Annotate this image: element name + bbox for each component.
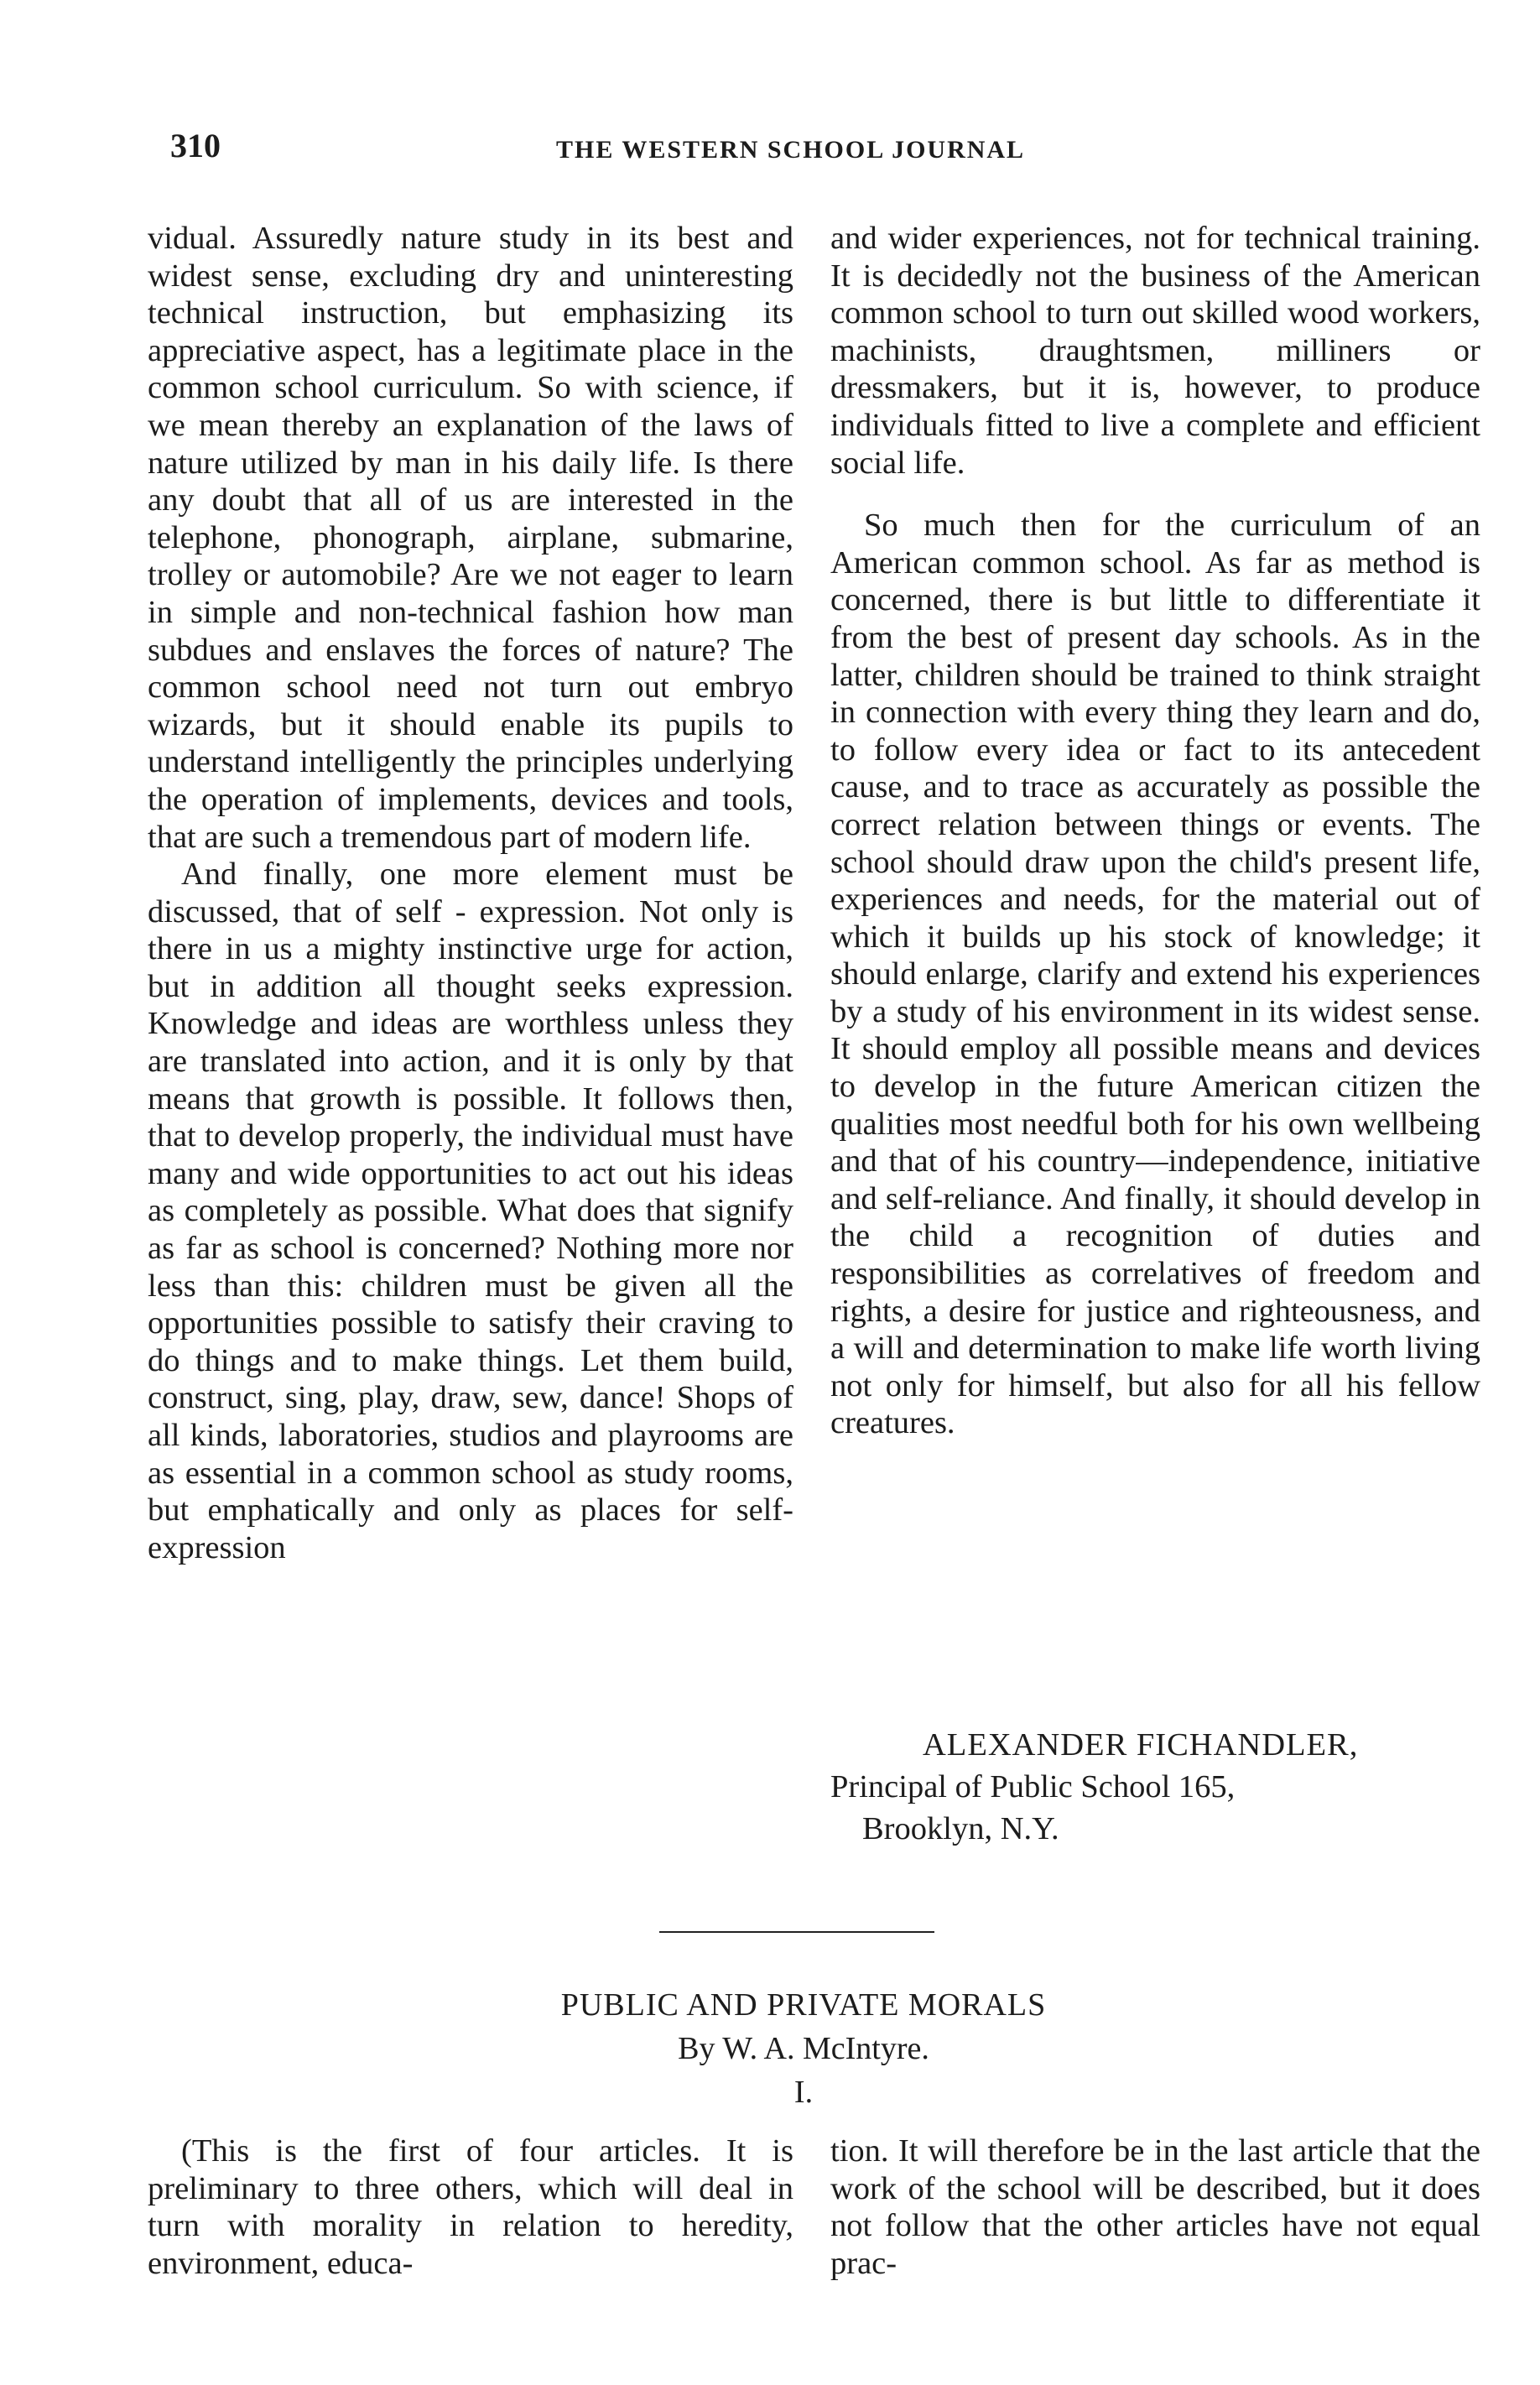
author-title: Principal of Public School 165,: [830, 1769, 1236, 1804]
right-column-top: [830, 220, 1480, 1442]
author-name: ALEXANDER FICHANDLER,: [923, 1727, 1359, 1763]
paragraph: and wider experiences, not for technical training. It is decidedly not the business of the American common school to turn out skilled wood workers, machinists, draughtsmen, milliners or dressmakers, but it is, however, to produce individuals fitted to live a complete and efficient social life.: [830, 221, 1480, 481]
article-part-number: I.: [793, 2075, 814, 2110]
paragraph: And finally, one more element must be discussed, that of self - expression. Not only is there in us a mighty instinctive urge for action, but in addition all thought seeks expression. Knowledge and ideas are worthless unless they are translated into action, and it is only by that means that growth is possible. It follows then, that to develop properly, the individual must have many and wide opportunities to act out his ideas as completely as possible. What does that signify as far as school is concerned? Nothing more nor less than this: children must be given all the opportunities possible to satisfy their craving to do things and to make things. Let them build, construct, sing, play, draw, sew, dance! Shops of all kinds, laboratories, studios and playrooms are as essential in a common school as study rooms, but emphatically and only as places for self-expression: [148, 857, 793, 1565]
right-column-bottom: [830, 2132, 1480, 2282]
left-column-bottom: [148, 2132, 793, 2282]
page-number: 310: [170, 127, 221, 164]
page-header: [0, 126, 1540, 176]
paragraph: So much then for the curriculum of an American common school. As far as method is concerned, there is but little to differentiate it from the best of present day schools. As in the latter, children should be trained to think straight in connection with every thing they learn and do, to follow every idea or fact to its antecedent cause, and to trace as accurately as possible the correct relation between things or events. The school should draw upon the child's present life, experiences and needs, for the material out of which it builds up his stock of knowledge; it should enlarge, clarify and extend his experiences by a study of his environment in its widest sense. It should employ all possible means and devices to develop in the future American citizen the qualities most needful both for his own wellbeing and that of his country—independence, initiative and self-reliance. And finally, it should develop in the child a recognition of duties and responsibilities as correlatives of freedom and rights, a desire for justice and righteousness, and a will and determination to make life worth living not only for himself, but also for all his fellow creatures.: [830, 508, 1480, 1441]
author-signature: [830, 1724, 1480, 1850]
section-divider: [659, 1931, 934, 1933]
paragraph: tion. It will therefore be in the last article that the work of the school will be described, but it does not follow that the other articles have not equal prac-: [830, 2133, 1480, 2281]
paragraph: vidual. Assuredly nature study in its best and widest sense, excluding dry and uninteresting technical instruction, but emphasizing its appreciative aspect, has a legitimate place in the common school curriculum. So with science, if we mean thereby an explanation of the laws of nature utilized by man in his daily life. Is there any doubt that all of us are interested in the telephone, phonograph, airplane, submarine, trolley or automobile? Are we not eager to learn in simple and non-technical fashion how man subdues and enslaves the forces of nature? The common school need not turn out embryo wizards, but it should enable its pupils to understand intelligently the principles underlying the operation of implements, devices and tools, that are such a tremendous part of modern life.: [148, 221, 793, 855]
article-title: PUBLIC AND PRIVATE MORALS: [560, 1987, 1047, 2023]
author-location: Brooklyn, N.Y.: [862, 1811, 1059, 1846]
article-byline: By W. A. McIntyre.: [678, 2031, 929, 2066]
paragraph: (This is the first of four articles. It is preliminary to three others, which will deal in turn with morality in relation to heredity, environment, educa-: [148, 2133, 793, 2281]
running-title: THE WESTERN SCHOOL JOURNAL: [556, 136, 1026, 164]
left-column-top: [148, 220, 793, 1566]
